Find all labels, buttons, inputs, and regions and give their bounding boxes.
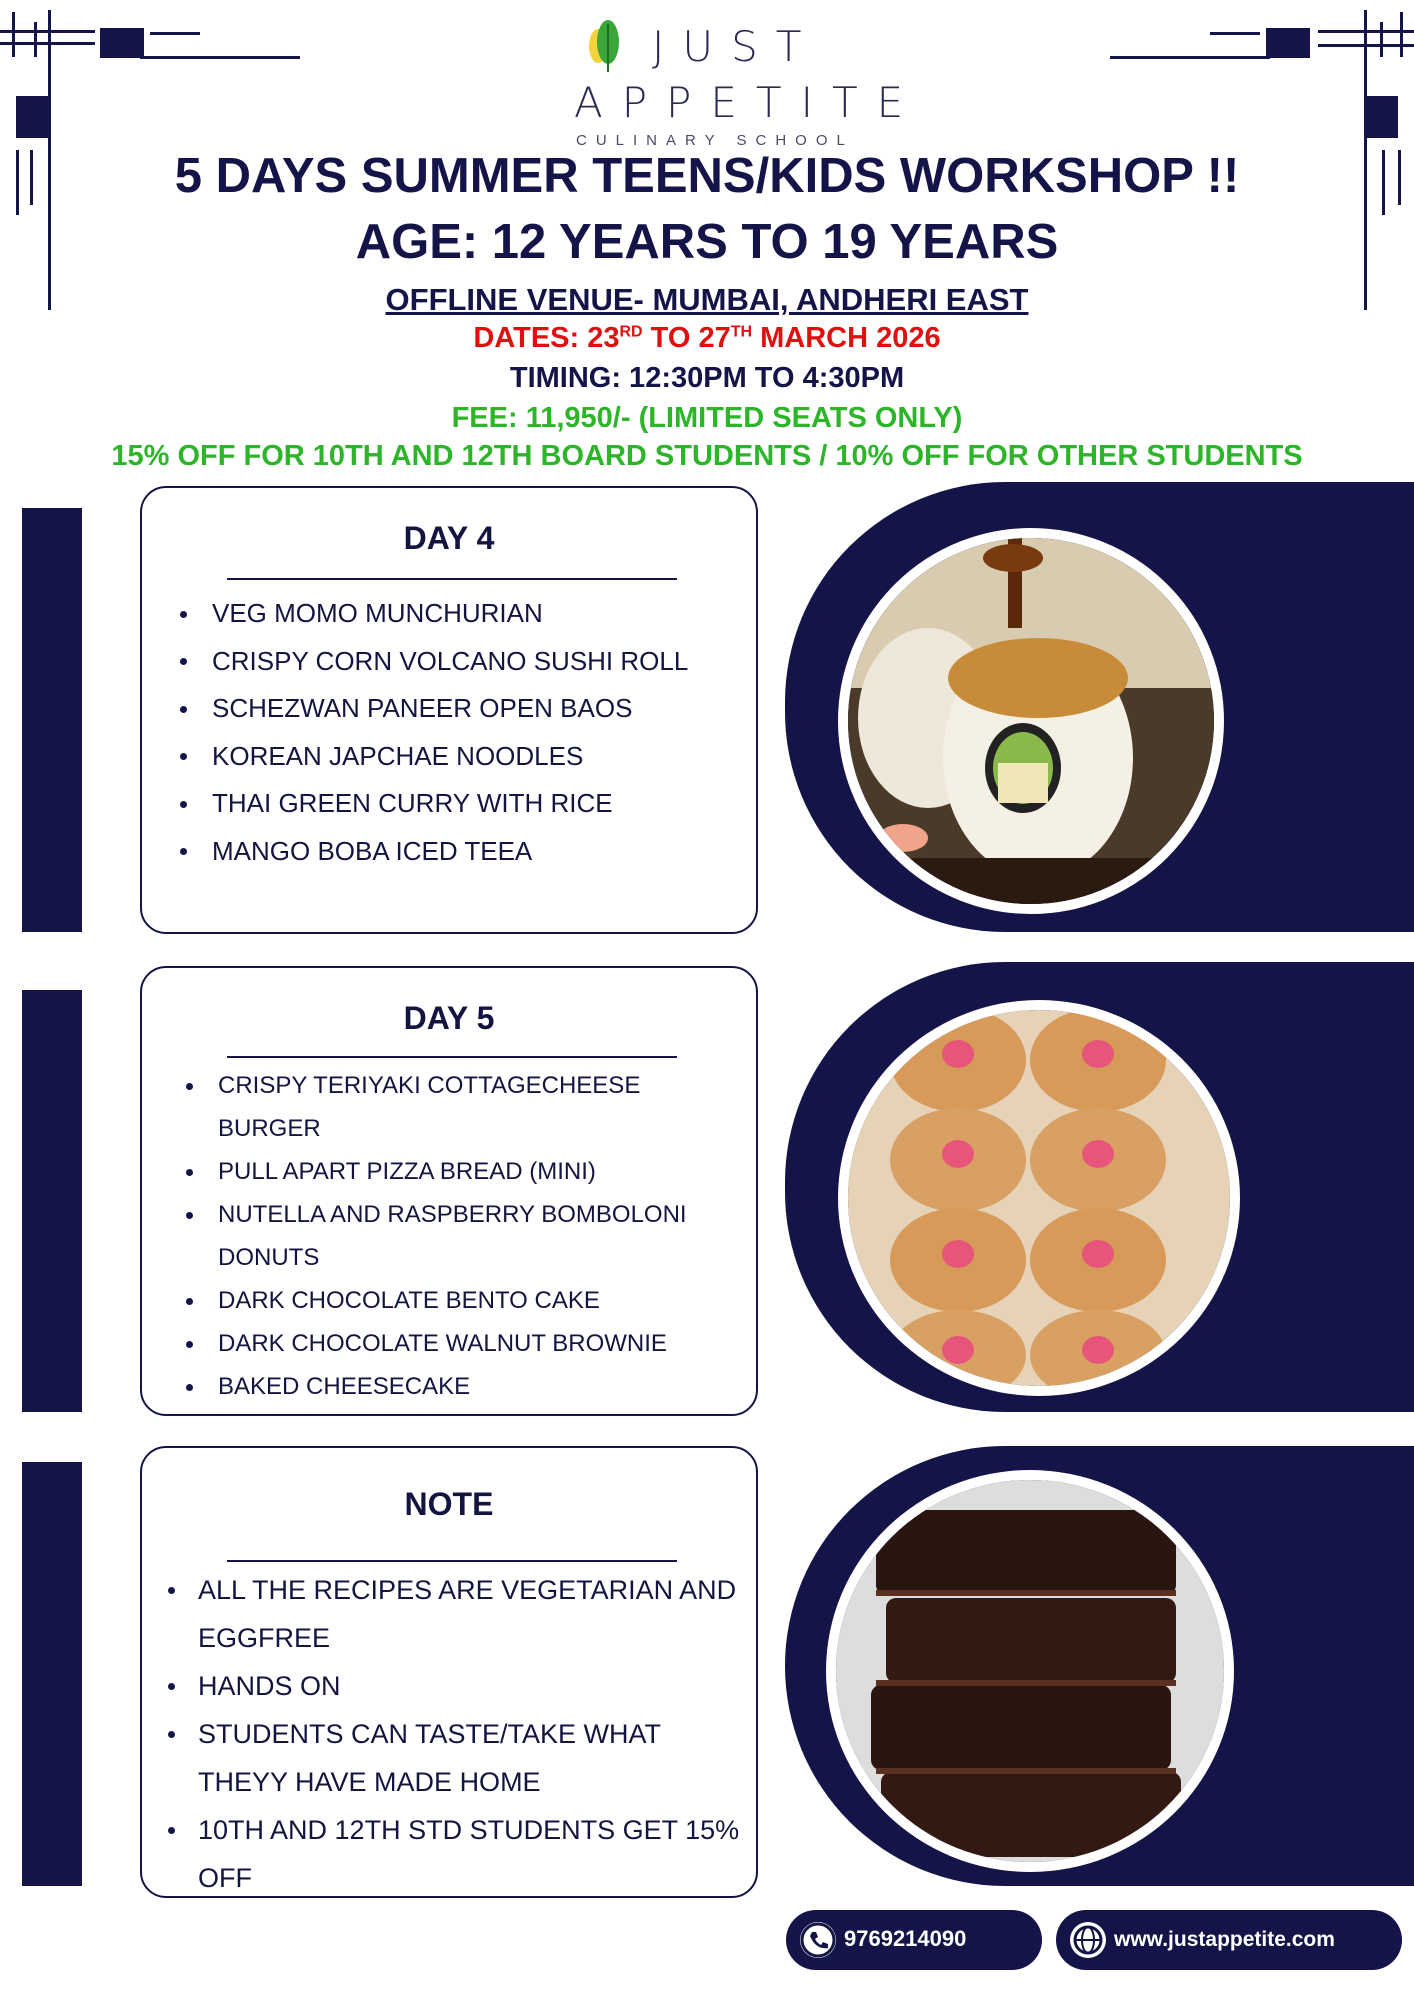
bullet-icon	[180, 848, 187, 855]
bullet-icon	[186, 1212, 193, 1219]
day5-item	[180, 1322, 687, 1365]
day5-item-text: BAKED CHEESECAKE	[218, 1373, 471, 1400]
day4-item-text: VEG MOMO MUNCHURIAN	[212, 598, 543, 628]
bullet-icon	[186, 1083, 193, 1090]
note-heading: NOTE	[404, 1486, 494, 1522]
day5-card	[140, 966, 758, 1416]
bullet-icon	[168, 1827, 175, 1834]
day5-item-text: NUTELLA AND RASPBERRY BOMBOLONI	[218, 1201, 687, 1228]
day4-item-text: SCHEZWAN PANEER OPEN BAOS	[212, 693, 633, 723]
note-item-text: THEYY HAVE MADE HOME	[198, 1767, 541, 1797]
bullet-icon	[186, 1384, 193, 1391]
note-card	[140, 1446, 758, 1898]
day5-item-text: PULL APART PIZZA BREAD (MINI)	[218, 1158, 596, 1185]
day5-item	[180, 1107, 687, 1150]
day5-list	[180, 1064, 687, 1408]
day4-divider	[227, 578, 677, 580]
bullet-icon	[168, 1587, 175, 1594]
day4-item-text: KOREAN JAPCHAE NOODLES	[212, 740, 584, 771]
phone-pill[interactable]	[786, 1910, 1042, 1970]
note-item	[166, 1662, 739, 1710]
bullet-icon	[180, 801, 187, 808]
bullet-icon	[180, 753, 187, 760]
day5-divider	[227, 1056, 677, 1058]
bullet-icon	[180, 706, 187, 713]
day4-item	[174, 733, 688, 781]
note-item	[166, 1854, 739, 1902]
day4-heading: DAY 4	[403, 520, 495, 556]
note-item	[166, 1710, 739, 1758]
bullet-icon	[168, 1731, 175, 1738]
day4-item-text: CRISPY CORN VOLCANO SUSHI ROLL	[212, 645, 689, 676]
note-item	[166, 1758, 739, 1806]
day5-item	[180, 1365, 687, 1408]
timing: TIMING: 12:30PM TO 4:30PM	[509, 362, 905, 394]
globe-icon	[1070, 1922, 1106, 1958]
bullet-icon	[168, 1683, 175, 1690]
venue-text: OFFLINE VENUE- MUMBAI, ANDHERI EAST	[385, 282, 1029, 317]
note-item-text: 10TH AND 12TH STD STUDENTS GET 15%	[198, 1815, 740, 1845]
day5-item	[180, 1279, 687, 1322]
note-item-text: EGGFREE	[198, 1623, 331, 1653]
sidebar-bar-day4	[22, 508, 82, 932]
dates-mid: TO 27	[642, 322, 731, 354]
donuts-photo	[838, 1000, 1240, 1396]
day5-heading: DAY 5	[403, 1000, 495, 1036]
day5-item-text: CRISPY TERIYAKI COTTAGECHEESE	[218, 1072, 641, 1099]
dates-prefix: DATES: 23	[473, 322, 620, 354]
day4-card	[140, 486, 758, 934]
dates-sup-2: TH	[730, 323, 753, 341]
note-item	[166, 1566, 739, 1614]
phone-icon	[800, 1922, 836, 1958]
logo-tagline: CULINARY SCHOOL	[576, 132, 854, 149]
day4-item	[174, 590, 688, 638]
dates-sup-1: RD	[619, 323, 643, 341]
note-divider	[227, 1560, 677, 1562]
bullet-icon	[186, 1169, 193, 1176]
note-item	[166, 1806, 739, 1854]
day5-item	[180, 1064, 687, 1107]
day5-item-text: DARK CHOCOLATE WALNUT BROWNIE	[218, 1330, 667, 1357]
day4-item	[174, 780, 688, 828]
day5-item-text: DONUTS	[218, 1244, 320, 1271]
age-range: AGE: 12 YEARS TO 19 YEARS	[355, 215, 1059, 269]
day5-item	[180, 1150, 687, 1193]
day4-item	[174, 685, 688, 733]
logo-word-just: JUST	[652, 22, 820, 71]
day5-item-text: DARK CHOCOLATE BENTO CAKE	[218, 1287, 600, 1314]
day5-item-text: BURGER	[218, 1115, 321, 1142]
dates-suffix: MARCH 2026	[752, 322, 941, 354]
brand-logo	[570, 10, 923, 150]
venue	[0, 282, 1414, 318]
note-item-text: ALL THE RECIPES ARE VEGETARIAN AND	[198, 1575, 737, 1605]
sidebar-bar-day5	[22, 990, 82, 1412]
note-item-text: HANDS ON	[198, 1671, 341, 1701]
dates	[0, 322, 1414, 355]
website-url: www.justappetite.com	[1114, 1928, 1335, 1951]
workshop-title: 5 DAYS SUMMER TEENS/KIDS WORKSHOP !!	[174, 149, 1240, 203]
fee: FEE: 11,950/- (LIMITED SEATS ONLY)	[451, 402, 963, 434]
day4-item	[174, 638, 688, 686]
sidebar-bar-note	[22, 1462, 82, 1886]
note-item	[166, 1614, 739, 1662]
phone-number: 9769214090	[844, 1926, 967, 1951]
logo-word-appetite: APPETITE	[574, 78, 923, 127]
bullet-icon	[186, 1298, 193, 1305]
day4-item-text: MANGO BOBA ICED TEEA	[212, 835, 533, 866]
bullet-icon	[180, 611, 187, 618]
bullet-icon	[180, 658, 187, 665]
day5-item	[180, 1193, 687, 1236]
day4-item	[174, 828, 688, 876]
note-item-text: OFF	[198, 1863, 252, 1893]
note-list	[166, 1566, 739, 1902]
discount: 15% OFF FOR 10TH AND 12TH BOARD STUDENTS / 10% OFF FOR OTHER STUDENTS	[111, 440, 1303, 472]
website-pill[interactable]	[1056, 1910, 1402, 1970]
day4-list	[174, 590, 688, 875]
day4-item-text: THAI GREEN CURRY WITH RICE	[212, 788, 613, 818]
sushi-photo	[838, 528, 1224, 914]
day5-item	[180, 1236, 687, 1279]
bullet-icon	[186, 1341, 193, 1348]
note-item-text: STUDENTS CAN TASTE/TAKE WHAT	[198, 1719, 662, 1749]
brownie-photo	[826, 1470, 1234, 1872]
leaf-icon	[584, 16, 628, 76]
